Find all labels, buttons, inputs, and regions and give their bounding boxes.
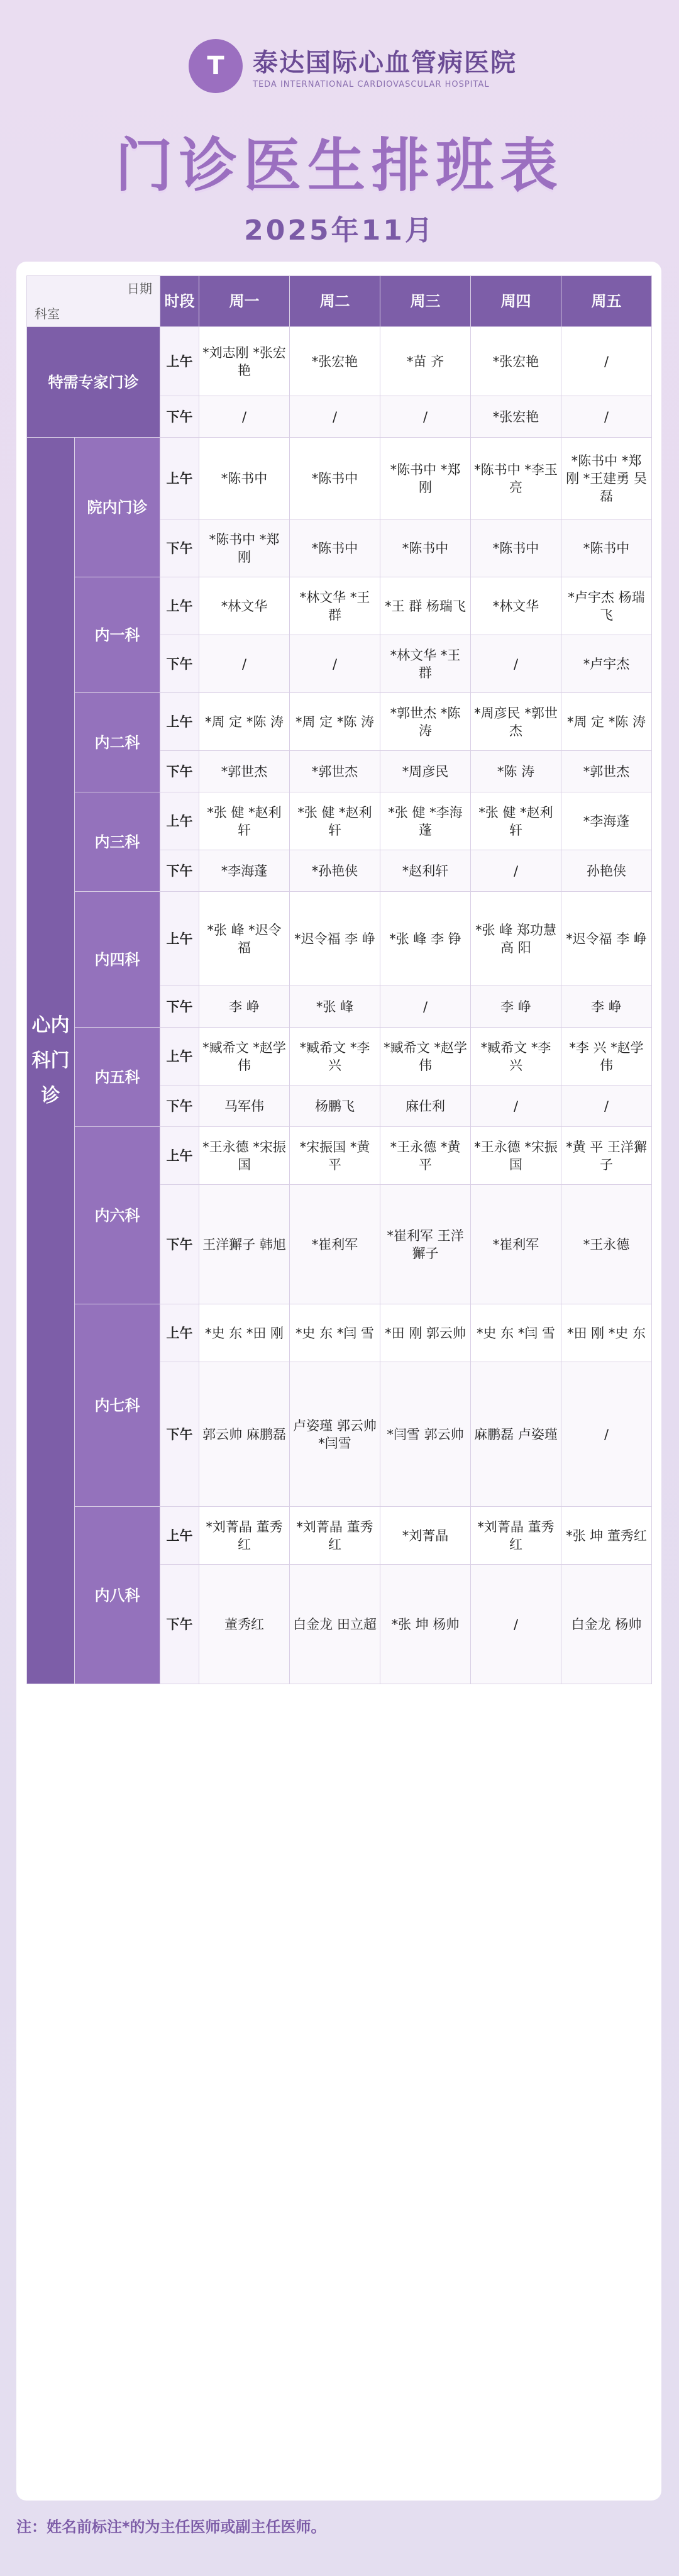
schedule-cell: *田 刚 *史 东 <box>561 1304 652 1362</box>
schedule-cell: / <box>290 396 380 438</box>
schedule-cell: 麻仕利 <box>380 1085 471 1127</box>
table-row <box>27 792 652 850</box>
schedule-cell: *张 健 *赵利轩 <box>471 792 561 850</box>
schedule-cell: 麻鹏磊 卢姿瑾 <box>471 1362 561 1507</box>
schedule-cell: *周 定 *陈 涛 <box>561 693 652 751</box>
schedule-cell: *崔利军 王洋獬子 <box>380 1185 471 1304</box>
day-header: 周五 <box>561 276 652 327</box>
schedule-cell: 白金龙 田立超 <box>290 1565 380 1684</box>
table-row <box>27 1507 652 1565</box>
schedule-card <box>16 262 661 2501</box>
hospital-header <box>189 39 517 93</box>
schedule-cell: / <box>561 1362 652 1507</box>
schedule-cell: / <box>471 850 561 892</box>
schedule-cell: 孙艳侠 <box>561 850 652 892</box>
slot-label: 下午 <box>160 1085 199 1127</box>
slot-label: 上午 <box>160 1127 199 1185</box>
schedule-cell: *臧希文 *赵学伟 <box>380 1028 471 1085</box>
schedule-cell: *陈书中 <box>290 519 380 577</box>
slot-label: 上午 <box>160 792 199 850</box>
schedule-cell: *陈书中 <box>380 519 471 577</box>
schedule-cell: / <box>561 396 652 438</box>
schedule-cell: *宋振国 *黄 平 <box>290 1127 380 1185</box>
slot-label: 下午 <box>160 986 199 1028</box>
schedule-cell: *史 东 *田 刚 <box>199 1304 290 1362</box>
schedule-cell: 董秀红 <box>199 1565 290 1684</box>
schedule-cell: *卢宇杰 <box>561 635 652 693</box>
slot-label: 下午 <box>160 635 199 693</box>
schedule-cell: *张 峰 *迟令福 <box>199 892 290 986</box>
schedule-cell: / <box>561 1085 652 1127</box>
dept-label: 内三科 <box>75 792 160 892</box>
schedule-table <box>26 275 652 1684</box>
schedule-cell: *李海蓬 <box>561 792 652 850</box>
schedule-cell: *王 群 杨瑞飞 <box>380 577 471 635</box>
table-row <box>27 1028 652 1085</box>
schedule-cell: *郭世杰 *陈 涛 <box>380 693 471 751</box>
schedule-cell: *王永德 *宋振国 <box>199 1127 290 1185</box>
schedule-cell: 李 峥 <box>561 986 652 1028</box>
day-header: 周一 <box>199 276 290 327</box>
table-row <box>27 327 652 396</box>
schedule-cell: *张 健 *李海蓬 <box>380 792 471 850</box>
schedule-cell: *李 兴 *赵学伟 <box>561 1028 652 1085</box>
schedule-cell: *史 东 *闫 雪 <box>471 1304 561 1362</box>
slot-label: 上午 <box>160 892 199 986</box>
corner-date-label: 日期 <box>127 281 152 296</box>
schedule-cell: *张 峰 <box>290 986 380 1028</box>
dept-label: 内八科 <box>75 1507 160 1684</box>
slot-label: 下午 <box>160 1565 199 1684</box>
dept-label: 内一科 <box>75 577 160 693</box>
schedule-cell: *崔利军 <box>471 1185 561 1304</box>
table-row <box>27 892 652 986</box>
schedule-cell: 李 峥 <box>471 986 561 1028</box>
schedule-cell: / <box>471 1565 561 1684</box>
schedule-cell: *陈书中 <box>471 519 561 577</box>
schedule-cell: *郭世杰 <box>561 751 652 792</box>
hospital-name: 泰达国际心血管病医院 <box>253 48 517 77</box>
table-row <box>27 577 652 635</box>
dept-label: 内二科 <box>75 693 160 792</box>
schedule-cell: *刘菁晶 <box>380 1507 471 1565</box>
table-header-row <box>27 276 652 327</box>
schedule-cell: *苗 齐 <box>380 327 471 396</box>
hospital-logo-icon: T <box>189 39 243 93</box>
schedule-cell: / <box>290 635 380 693</box>
schedule-cell: *卢宇杰 杨瑞飞 <box>561 577 652 635</box>
schedule-cell: *张 峰 李 铮 <box>380 892 471 986</box>
dept-label: 内五科 <box>75 1028 160 1127</box>
slot-label: 上午 <box>160 1028 199 1085</box>
schedule-cell: 王洋獬子 韩旭 <box>199 1185 290 1304</box>
schedule-cell: 马军伟 <box>199 1085 290 1127</box>
schedule-cell: *张宏艳 <box>471 396 561 438</box>
schedule-cell: *王永德 *黄 平 <box>380 1127 471 1185</box>
schedule-cell: *崔利军 <box>290 1185 380 1304</box>
slot-label: 上午 <box>160 327 199 396</box>
slot-label: 下午 <box>160 751 199 792</box>
schedule-cell: *林文华 *王 群 <box>290 577 380 635</box>
schedule-cell: *陈书中 *李玉亮 <box>471 438 561 519</box>
dept-label: 院内门诊 <box>75 438 160 577</box>
schedule-cell: *臧希文 *李 兴 <box>471 1028 561 1085</box>
slot-label: 上午 <box>160 1507 199 1565</box>
schedule-cell: *张 坤 董秀红 <box>561 1507 652 1565</box>
corner-dept-label: 科室 <box>35 306 60 321</box>
schedule-cell: *赵利轩 <box>380 850 471 892</box>
hospital-name-en: TEDA INTERNATIONAL CARDIOVASCULAR HOSPITAL <box>253 80 490 89</box>
schedule-cell: *陈书中 <box>199 438 290 519</box>
schedule-cell: *陈书中 <box>561 519 652 577</box>
slot-label: 上午 <box>160 438 199 519</box>
dept-label: 内四科 <box>75 892 160 1028</box>
schedule-cell: *林文华 <box>199 577 290 635</box>
schedule-cell: *周 定 *陈 涛 <box>199 693 290 751</box>
schedule-cell: / <box>199 396 290 438</box>
schedule-cell: *臧希文 *李 兴 <box>290 1028 380 1085</box>
schedule-cell: / <box>471 1085 561 1127</box>
slot-label: 上午 <box>160 693 199 751</box>
schedule-cell: *张 健 *赵利轩 <box>199 792 290 850</box>
schedule-cell: / <box>471 635 561 693</box>
schedule-cell: / <box>561 327 652 396</box>
slot-label: 上午 <box>160 1304 199 1362</box>
schedule-cell: *闫雪 郭云帅 <box>380 1362 471 1507</box>
schedule-cell: *张宏艳 <box>290 327 380 396</box>
slot-label: 下午 <box>160 519 199 577</box>
schedule-cell: *迟令福 李 峥 <box>290 892 380 986</box>
day-header: 周四 <box>471 276 561 327</box>
schedule-cell: 李 峥 <box>199 986 290 1028</box>
schedule-cell: *陈书中 *郑 刚 <box>199 519 290 577</box>
schedule-cell: *郭世杰 <box>290 751 380 792</box>
schedule-cell: *张 峰 郑功慧 高 阳 <box>471 892 561 986</box>
schedule-cell: *刘菁晶 董秀红 <box>471 1507 561 1565</box>
schedule-body <box>27 327 652 1684</box>
schedule-cell: *张宏艳 <box>471 327 561 396</box>
dept-label: 内六科 <box>75 1127 160 1304</box>
schedule-cell: 郭云帅 麻鹏磊 <box>199 1362 290 1507</box>
corner-cell <box>27 276 160 327</box>
schedule-cell: *王永德 *宋振国 <box>471 1127 561 1185</box>
schedule-cell: *陈书中 *郑 刚 *王建勇 吴 磊 <box>561 438 652 519</box>
schedule-cell: *臧希文 *赵学伟 <box>199 1028 290 1085</box>
footnote: 注：姓名前标注*的为主任医师或副主任医师。 <box>16 2518 326 2536</box>
schedule-cell: *张 坤 杨帅 <box>380 1565 471 1684</box>
slot-label: 下午 <box>160 396 199 438</box>
schedule-cell: *林文华 <box>471 577 561 635</box>
dept-label: 内七科 <box>75 1304 160 1507</box>
schedule-cell: / <box>199 635 290 693</box>
schedule-cell: *陈 涛 <box>471 751 561 792</box>
group-label: 心内科门诊 <box>27 438 75 1684</box>
slot-label: 下午 <box>160 850 199 892</box>
schedule-cell: *李海蓬 <box>199 850 290 892</box>
schedule-cell: *张 健 *赵利轩 <box>290 792 380 850</box>
schedule-cell: *陈书中 *郑 刚 <box>380 438 471 519</box>
schedule-cell: *史 东 *闫 雪 <box>290 1304 380 1362</box>
slot-label: 上午 <box>160 577 199 635</box>
page-subtitle: 2025年11月 <box>244 214 435 247</box>
slot-label: 下午 <box>160 1362 199 1507</box>
schedule-cell: *王永德 <box>561 1185 652 1304</box>
schedule-cell: / <box>380 396 471 438</box>
table-row <box>27 1304 652 1362</box>
day-header: 周三 <box>380 276 471 327</box>
schedule-cell: *迟令福 李 峥 <box>561 892 652 986</box>
schedule-cell: *周彦民 <box>380 751 471 792</box>
table-row <box>27 693 652 751</box>
schedule-cell: 卢姿瑾 郭云帅 *闫雪 <box>290 1362 380 1507</box>
schedule-cell: *郭世杰 <box>199 751 290 792</box>
schedule-cell: *陈书中 <box>290 438 380 519</box>
page-title: 门诊医生排班表 <box>114 132 564 199</box>
schedule-cell: *黄 平 王洋獬子 <box>561 1127 652 1185</box>
schedule-cell: *刘菁晶 董秀红 <box>290 1507 380 1565</box>
schedule-cell: *刘菁晶 董秀红 <box>199 1507 290 1565</box>
schedule-cell: 杨鹏飞 <box>290 1085 380 1127</box>
schedule-cell: 白金龙 杨帅 <box>561 1565 652 1684</box>
day-header: 周二 <box>290 276 380 327</box>
slot-label: 下午 <box>160 1185 199 1304</box>
schedule-cell: *周彦民 *郭世杰 <box>471 693 561 751</box>
slot-header: 时段 <box>160 276 199 327</box>
schedule-cell: *周 定 *陈 涛 <box>290 693 380 751</box>
dept-label: 特需专家门诊 <box>27 327 160 438</box>
schedule-cell: *林文华 *王 群 <box>380 635 471 693</box>
schedule-cell: / <box>380 986 471 1028</box>
table-row <box>27 438 652 519</box>
schedule-cell: *刘志刚 *张宏艳 <box>199 327 290 396</box>
schedule-cell: *田 刚 郭云帅 <box>380 1304 471 1362</box>
table-row <box>27 1127 652 1185</box>
schedule-cell: *孙艳侠 <box>290 850 380 892</box>
